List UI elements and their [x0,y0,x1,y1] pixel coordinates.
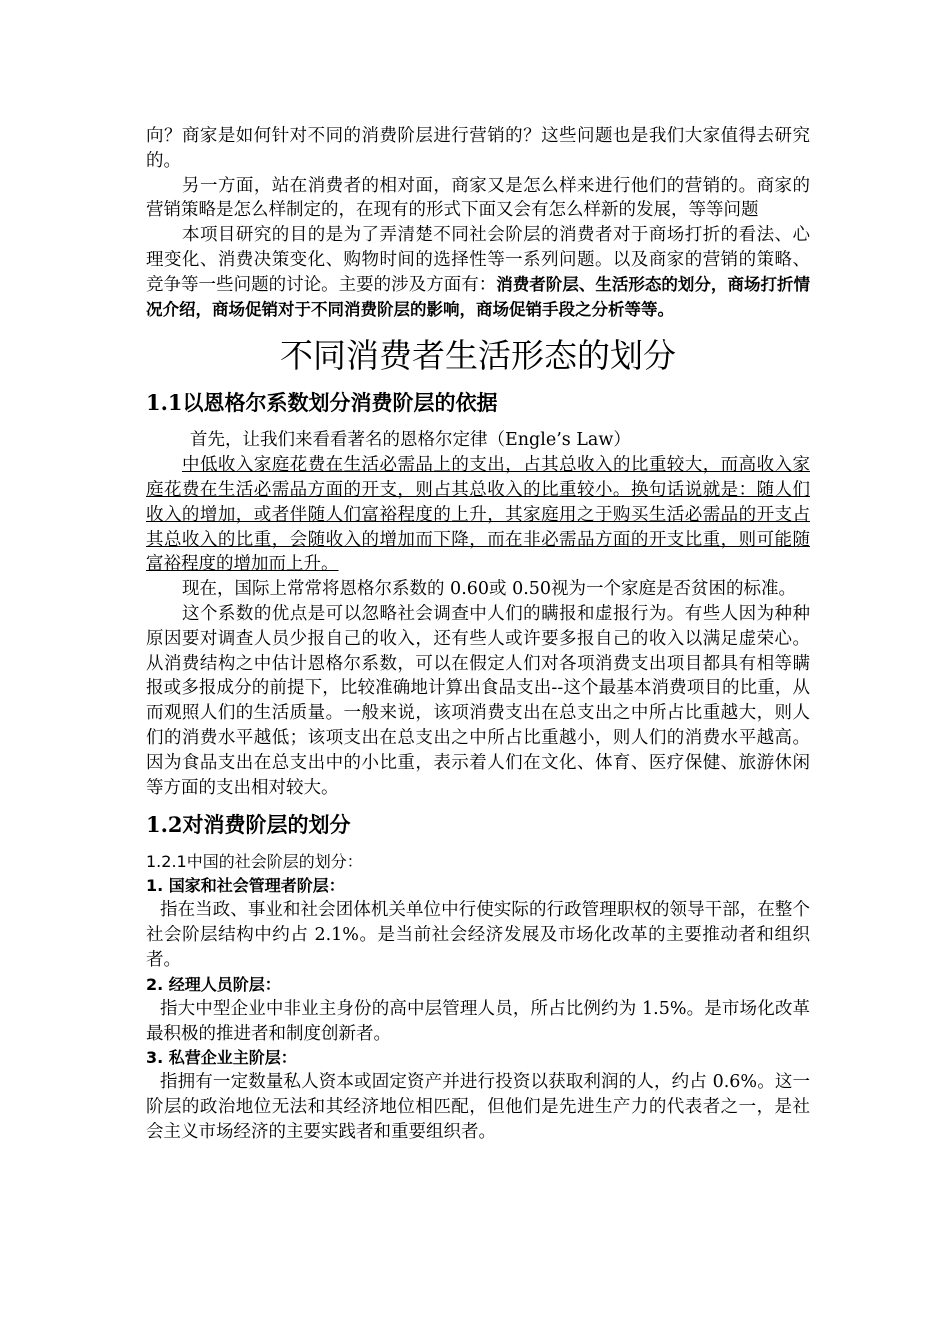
class-body-1: 指在当政、事业和社会团体机关单位中行使实际的行政管理职权的领导干部，在整个社会阶层结构中约占 2.1%。是当前社会经济发展及市场化改革的主要推动者和组织者。 [146,900,810,970]
intro-paragraph-3-text: 本项目研究的目的是为了弄清楚不同社会阶层的消费者对于商场打折的看法、心理变化、消费决策变化、购物时间的选择性等一系列问题。以及商家的营销的策略、竞争等一些问题的讨论。主要的涉及方面有： [146,225,810,295]
poverty-standard-paragraph: 现在，国际上常常将恩格尔系数的 0.60或 0.50视为一个家庭是否贫困的标准。 [182,579,797,600]
coefficient-advantage-paragraph: 这个系数的优点是可以忽略社会调查中人们的瞒报和虚报行为。有些人因为种种原因要对调查人员少报自己的收入，还有些人或许要多报自己的收入以满足虚荣心。从消费结构之中估计恩格尔系数，可以在假定人们对各项消费支出项目都具有相等瞒报或多报成分的前提下，比较准确地计算出食品支出--这个最基本消费项目的比重，从而观照人们的生活质量。一般来说，该项消费支出在总支出之中所占比重越大，则人们的消费水平越低；该项支出在总支出之中所占比重越小，则人们的消费水平越高。因为食品支出在总支出中的小比重，表示着人们在文化、体育、医疗保健、旅游休闲等方面的支出相对较大。 [146,603,810,798]
engel-law-lead: 首先，让我们来看看著名的恩格尔定律（Engle’s Law） [190,430,631,451]
engel-law-underlined-text: 中低收入家庭花费在生活必需品上的支出，占其总收入的比重较大，而高收入家庭花费在生活必需品方面的开支，则占其总收入的比重较小。换句话说就是：随人们收入的增加，或者伴随人们富裕程度的上升，其家庭用之于购买生活必需品的开支占其总收入的比重，会随收入的增加而下降，而在非必需品方面的开支比重，则可能随富裕程度的增加而上升。 [146,455,810,575]
section-heading-1-2: 1.2对消费阶层的划分 [146,812,351,838]
engel-law-definition [146,453,810,577]
intro-paragraph-3 [146,223,810,322]
class-body-3: 指拥有一定数量私人资本或固定资产并进行投资以获取利润的人，约占 0.6%。这一阶层的政治地位无法和其经济地位相匹配，但他们是先进生产力的代表者之一，是社会主义市场经济的主要实践者和重要组织者。 [146,1072,810,1142]
class-heading-3: 3. 私营企业主阶层： [146,1048,297,1068]
chapter-title: 不同消费者生活形态的划分 [280,336,676,376]
intro-paragraph-1: 向？商家是如何针对不同的消费阶层进行营销的？这些问题也是我们大家值得去研究的。 [146,126,810,171]
document-page [146,124,810,1145]
class-heading-2: 2. 经理人员阶层： [146,974,281,994]
subsection-heading-1-2-1: 1.2.1中国的社会阶层的划分： [146,852,363,872]
intro-paragraph-2: 另一方面，站在消费者的相对面，商家又是怎么样来进行他们的营销的。商家的营销策略是怎么样制定的，在现有的形式下面又会有怎么样新的发展，等等问题 [146,175,810,221]
section-heading-1-1: 1.1以恩格尔系数划分消费阶层的依据 [146,390,498,416]
class-body-2: 指大中型企业中非业主身份的高中层管理人员，所占比例约为 1.5%。是市场化改革最积极的推进者和制度创新者。 [146,998,810,1044]
class-heading-1: 1. 国家和社会管理者阶层： [146,876,345,896]
intro-paragraph-3-emphasis: 消费者阶层、生活形态的划分，商场打折情况介绍，商场促销对于不同消费阶层的影响，商场促销手段之分析等等。 [146,274,811,319]
